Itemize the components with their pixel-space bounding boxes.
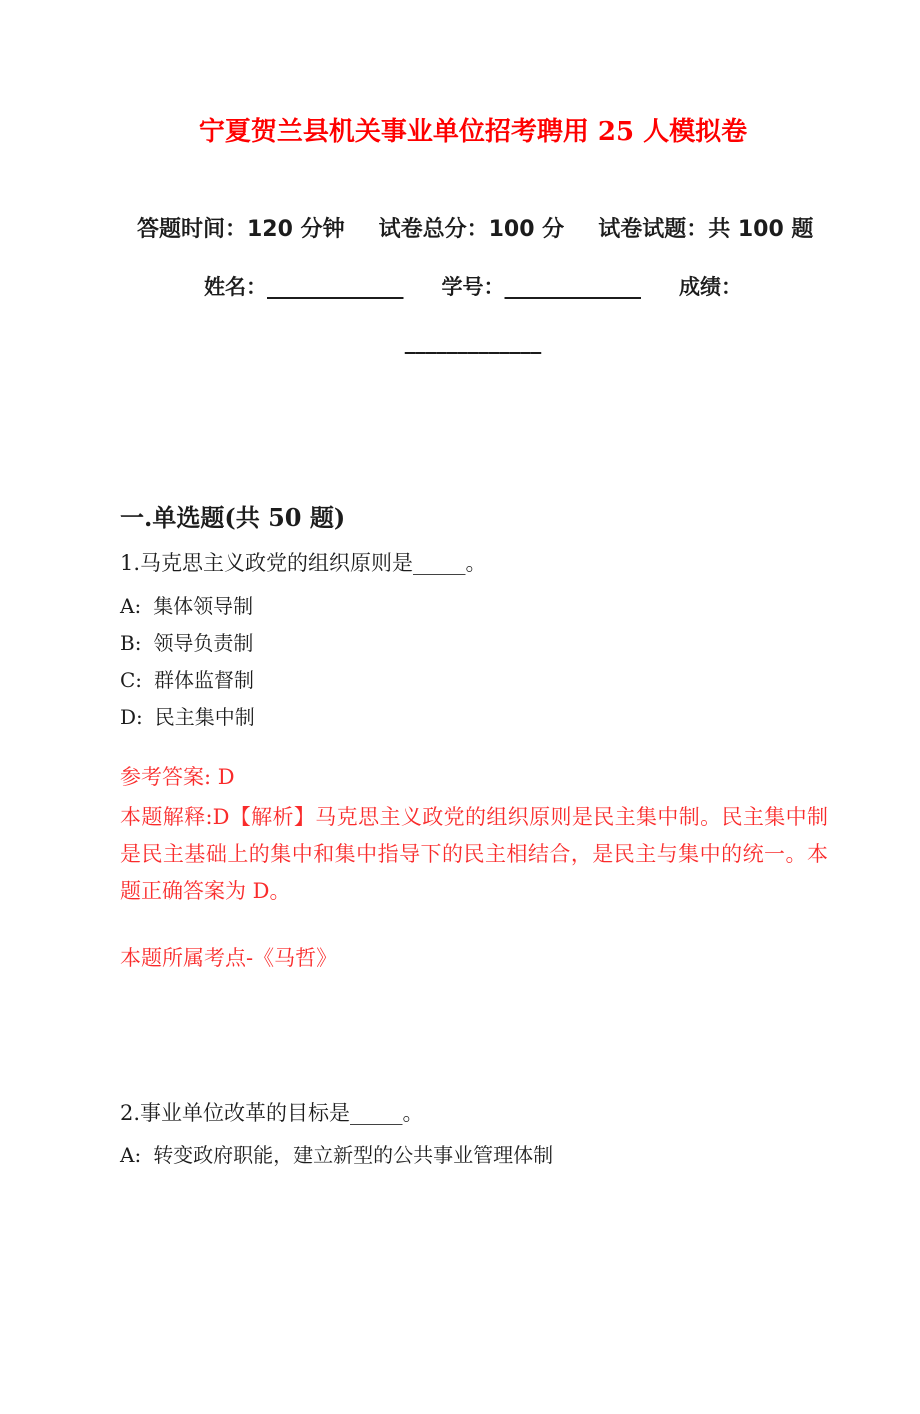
name-label: 姓名： (204, 275, 267, 299)
exam-question-count: 试卷试题：共 100 题 (598, 217, 814, 242)
question-2-text: 2.事业单位改革的目标是_____。 (120, 1101, 424, 1125)
student-info-fields (120, 272, 826, 357)
student-id-label: 学号： (441, 275, 505, 299)
score-blank-line (120, 327, 826, 357)
question-2-block (120, 1098, 826, 1174)
score-blank: _____________ (404, 330, 542, 354)
option-text-a: 转变政府职能，建立新型的公共事业管理体制 (153, 1143, 554, 1167)
section-heading: 一.单选题(共 50 题) (120, 503, 346, 532)
option-row-c (120, 662, 826, 699)
student-info-line (120, 272, 826, 302)
option-label-a: A: (120, 1143, 142, 1167)
option-row-d (120, 699, 826, 736)
option-label-c: C: (120, 668, 143, 692)
reference-answer: 参考答案: D (120, 765, 235, 789)
score-label: 成绩： (679, 275, 742, 299)
knowledge-point: 本题所属考点-《马哲》 (120, 946, 338, 970)
option-text-b: 领导负责制 (153, 631, 254, 655)
option-text-d: 民主集中制 (154, 705, 255, 729)
option-text-c: 群体监督制 (154, 668, 255, 692)
option-text-a: 集体领导制 (153, 594, 254, 618)
student-id-field (442, 272, 642, 302)
score-field (679, 272, 742, 302)
option-row-a (120, 1137, 826, 1174)
option-row-b (120, 625, 826, 662)
option-label-d: D: (120, 705, 143, 729)
question-2-options (120, 1137, 826, 1174)
option-row-a (120, 588, 826, 625)
exam-total-score: 试卷总分：100 分 (378, 217, 565, 242)
option-label-a: A: (120, 594, 142, 618)
page-title: 宁夏贺兰县机关事业单位招考聘用 25 人模拟卷 (198, 117, 748, 147)
name-blank: _____________ (267, 275, 404, 299)
name-field (204, 272, 404, 302)
exam-paper-page (0, 112, 920, 1414)
question-1-options (120, 588, 826, 736)
student-id-blank: _____________ (504, 275, 641, 299)
question-1-block (120, 548, 826, 973)
exam-meta-line (120, 214, 826, 246)
question-1-text: 1.马克思主义政党的组织原则是_____。 (120, 551, 487, 575)
answer-explanation: 本题解释:D【解析】马克思主义政党的组织原则是民主集中制。民主集中制是民主基础上的集中和集中指导下的民主相结合，是民主与集中的统一。本题正确答案为 D。 (120, 805, 828, 903)
exam-duration: 答题时间：120 分钟 (137, 217, 345, 242)
option-label-b: B: (120, 631, 142, 655)
